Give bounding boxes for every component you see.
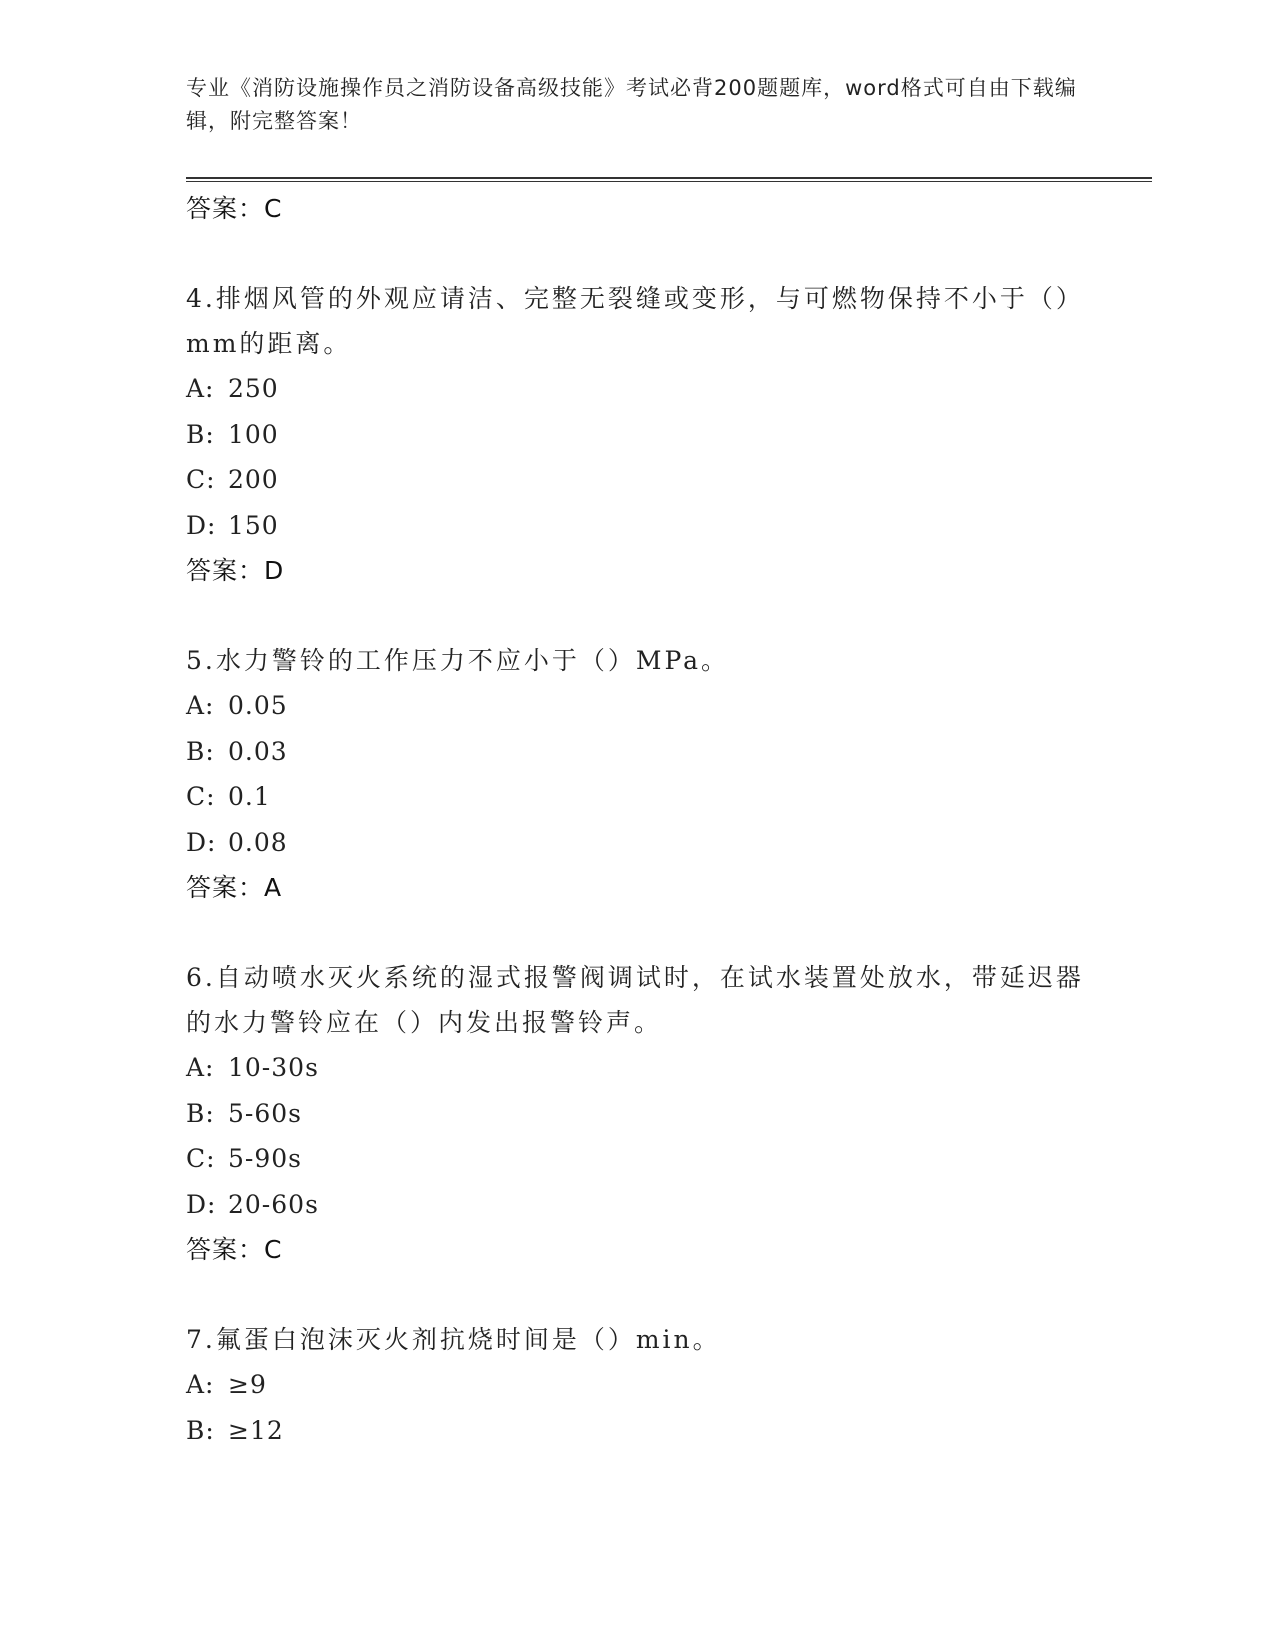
question-list [186, 186, 1086, 1453]
answer-line: 答案：D [186, 556, 285, 585]
option-a [186, 366, 1086, 412]
option-text: ≥9 [228, 1370, 267, 1399]
question-item [186, 276, 1086, 593]
option-key: A: [186, 1370, 215, 1399]
option-b [186, 729, 1086, 775]
option-key: D: [186, 827, 217, 857]
option-key: D: [186, 1189, 217, 1219]
option-d [186, 503, 1086, 549]
option-c [186, 774, 1086, 820]
option-text: 20-60s [228, 1189, 319, 1219]
option-a [186, 683, 1086, 729]
option-text: ≥12 [228, 1415, 284, 1445]
option-key: A: [186, 691, 215, 720]
option-d [186, 820, 1086, 866]
option-key: C: [186, 465, 216, 494]
option-text: 250 [228, 374, 279, 403]
question-stem: 4.排烟风管的外观应请洁、完整无裂缝或变形，与可燃物保持不小于（）mm的距离。 [186, 284, 1084, 358]
option-text: 100 [228, 419, 279, 449]
question-item [186, 638, 1086, 910]
option-key: B: [186, 1098, 215, 1128]
option-c [186, 457, 1086, 503]
option-text: 0.03 [228, 736, 288, 766]
question-stem: 6.自动喷水灭火系统的湿式报警阀调试时，在试水装置处放水，带延迟器的水力警铃应在（）内发出报警铃声。 [186, 963, 1084, 1037]
page-header: 专业《消防设施操作员之消防设备高级技能》考试必背200题题库，word格式可自由下载编辑，附完整答案！ [186, 76, 1077, 133]
option-text: 10-30s [228, 1053, 319, 1082]
option-key: B: [186, 1415, 215, 1445]
option-key: B: [186, 736, 215, 766]
option-key: A: [186, 374, 215, 403]
option-key: D: [186, 510, 217, 540]
option-key: C: [186, 782, 216, 811]
option-b [186, 1091, 1086, 1137]
option-text: 0.1 [228, 782, 271, 811]
question-stem: 5.水力警铃的工作压力不应小于（）MPa。 [186, 646, 730, 675]
option-a [186, 1045, 1086, 1091]
question-stem: 7.氟蛋白泡沫灭火剂抗烧时间是（）min。 [186, 1325, 721, 1354]
option-text: 0.08 [228, 827, 288, 857]
option-text: 0.05 [228, 691, 288, 720]
option-key: A: [186, 1053, 215, 1082]
header-divider [186, 177, 1152, 182]
option-a [186, 1362, 1086, 1408]
option-text: 150 [228, 510, 279, 540]
option-c [186, 1136, 1086, 1182]
option-text: 5-60s [228, 1098, 302, 1128]
answer-line: 答案：C [186, 1235, 283, 1264]
question-item [186, 955, 1086, 1272]
question-item [186, 1317, 1086, 1453]
option-key: B: [186, 419, 215, 449]
option-d [186, 1182, 1086, 1228]
option-text: 5-90s [228, 1144, 302, 1173]
option-b [186, 1408, 1086, 1454]
option-text: 200 [228, 465, 279, 494]
option-b [186, 412, 1086, 458]
answer-line: 答案：A [186, 873, 283, 902]
option-key: C: [186, 1144, 216, 1173]
answer-line: 答案：C [186, 194, 283, 223]
